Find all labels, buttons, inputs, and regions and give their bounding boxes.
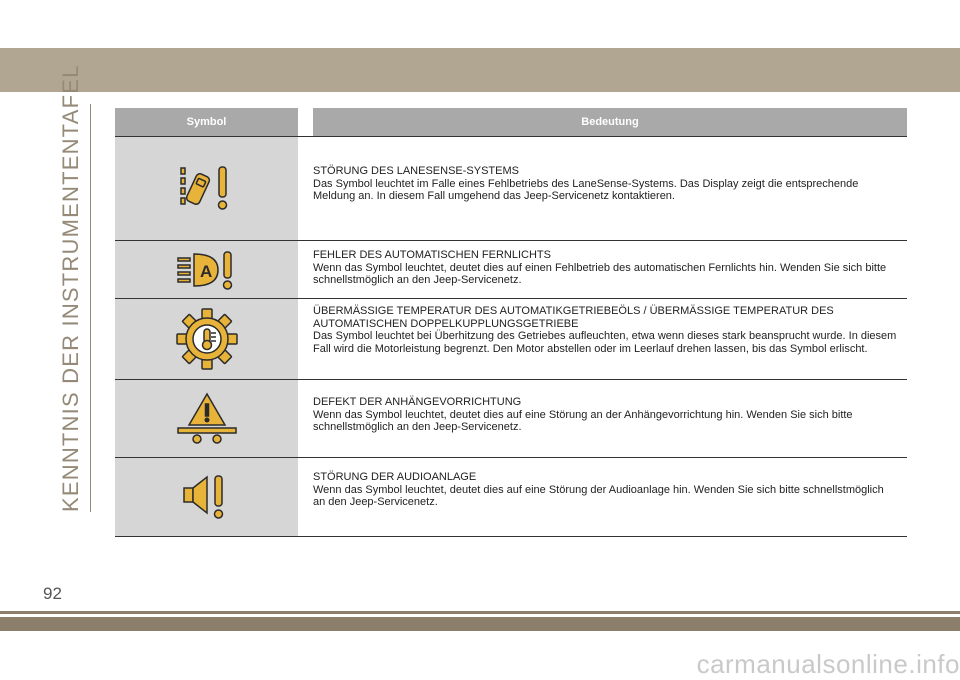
table-row xyxy=(115,380,907,458)
watermark: carmanualsonline.info xyxy=(696,649,960,679)
table-row xyxy=(115,136,907,241)
bottom-band xyxy=(0,617,960,631)
row-description: Wenn das Symbol leuchtet, deutet dies auf einen Fehlbetrieb des automatischen Fernlichts hin. Wenden Sie sich bitte schnellstmöglich an den Jeep-Servicenetz. xyxy=(313,261,887,286)
table-row xyxy=(115,458,907,537)
warning-symbol-table xyxy=(115,108,907,537)
top-band xyxy=(0,48,960,92)
row-description: Wenn das Symbol leuchtet, deutet dies auf eine Störung an der Anhängevorrichtung hin. Wenden Sie sich bitte schnellstmöglich an den Jeep-Servicenetz. xyxy=(313,408,853,433)
row-description: Wenn das Symbol leuchtet, deutet dies auf eine Störung der Audioanlage hin. Wenden Sie sich bitte schnellstmöglich an den Jeep-Servicenetz. xyxy=(313,483,884,508)
row-title: FEHLER DES AUTOMATISCHEN FERNLICHTS xyxy=(313,249,551,261)
row-description: Das Symbol leuchtet bei Überhitzung des Getriebes aufleuchten, etwa wenn dieses stark beansprucht wurde. In diesem Fall wird die Motorleistung begrenzt. Den Motor abstellen oder im Leerlauf drehen lassen, bis das Symbol erlischt. xyxy=(313,330,897,355)
header-symbol: Symbol xyxy=(186,116,227,128)
trailer-hitch-fault-icon xyxy=(175,391,239,447)
transmission-temperature-icon xyxy=(174,307,240,371)
chapter-title: KENNTNIS DER INSTRUMENTENTAFEL xyxy=(58,64,83,512)
table-row xyxy=(115,299,907,380)
header-meaning: Bedeutung xyxy=(581,116,639,128)
row-title: STÖRUNG DER AUDIOANLAGE xyxy=(313,471,477,483)
table-header xyxy=(115,108,907,136)
row-title: STÖRUNG DES LANESENSE-SYSTEMS xyxy=(313,165,519,177)
svg-text:A: A xyxy=(199,261,212,281)
row-title: ÜBERMÄSSIGE TEMPERATUR DES AUTOMATIKGETRIEBEÖLS / ÜBERMÄSSIGE TEMPERATUR DES AUTOMATISCHEN DOPPELKUPPLUNGSGETRIEBE xyxy=(313,305,834,330)
audio-system-fault-icon xyxy=(181,473,233,521)
row-description: Das Symbol leuchtet im Falle eines Fehlbetriebs des LaneSense-Systems. Das Display zeigt die entsprechende Meldung an. In diesem Fall umgehend das Jeep-Servicenetz kontaktieren. xyxy=(313,177,859,202)
lanesense-fault-icon xyxy=(178,164,236,214)
bottom-rule xyxy=(0,611,960,614)
side-rule xyxy=(90,104,91,512)
auto-high-beam-fault-icon xyxy=(176,249,238,291)
page-number: 92 xyxy=(43,584,62,603)
row-title: DEFEKT DER ANHÄNGEVORRICHTUNG xyxy=(313,396,522,408)
table-row xyxy=(115,241,907,299)
